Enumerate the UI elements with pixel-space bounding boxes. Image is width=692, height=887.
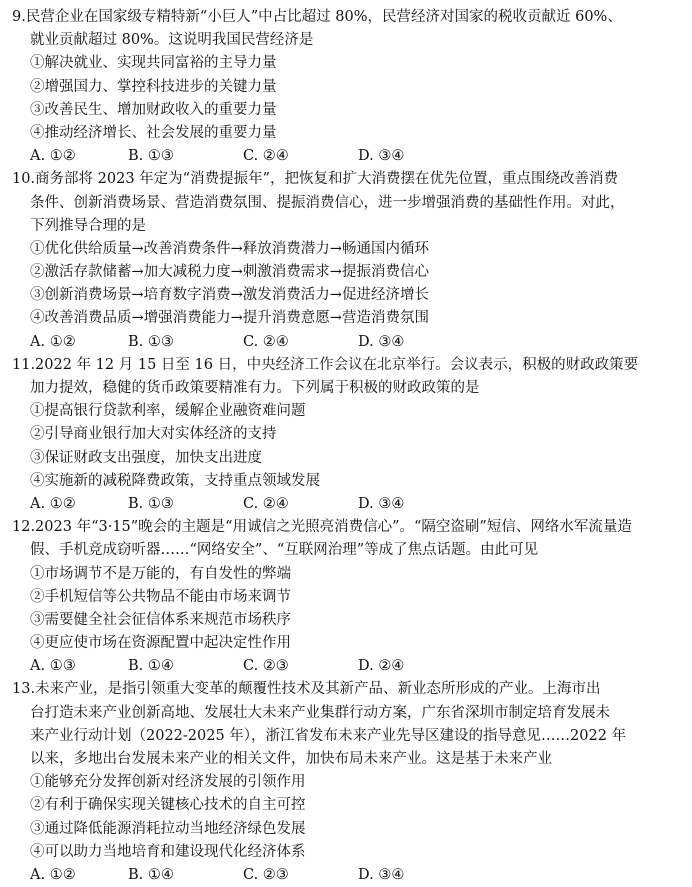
answer-c: C. ②③	[243, 658, 289, 675]
answer-d: D. ③④	[358, 866, 405, 883]
answer-c: C. ②④	[243, 495, 289, 512]
question-11	[12, 354, 682, 516]
answer-c: C. ②③	[243, 866, 289, 883]
question-9	[12, 6, 682, 168]
option-4: ④更应使市场在资源配置中起决定性作用	[30, 635, 291, 652]
option-4: ④推动经济增长、社会发展的重要力量	[30, 124, 277, 141]
answer-choices	[12, 655, 682, 678]
option-2: ②引导商业银行加大对实体经济的支持	[30, 426, 277, 443]
option-2: ②激活存款储蓄→加大减税力度→刺激消费需求→提振消费信心	[30, 264, 429, 281]
question-stem-line: 假、手机竞成窃听器……“网络安全”、“互联网治理”等成了焦点话题。由此可见	[30, 542, 539, 559]
question-stem-line: 条件、创新消费场景、营造消费氛围、提振消费信心，进一步增强消费的基础性作用。对此，	[30, 194, 625, 211]
question-10	[12, 168, 682, 354]
option-1: ①优化供给质量→改善消费条件→释放消费潜力→畅通国内循环	[30, 240, 429, 257]
answer-d: D. ②④	[358, 658, 405, 675]
option-2: ②手机短信等公共物品不能由市场来调节	[30, 588, 291, 605]
answer-choices	[12, 493, 682, 516]
option-3: ③通过降低能源消耗拉动当地经济绿色发展	[30, 820, 306, 837]
option-1: ①解决就业、实现共同富裕的主导力量	[30, 55, 277, 72]
option-3: ③改善民生、增加财政收入的重要力量	[30, 101, 277, 118]
answer-a: A. ①③	[30, 658, 76, 675]
option-4: ④可以助力当地培育和建设现代化经济体系	[30, 843, 306, 860]
answer-c: C. ②④	[243, 333, 289, 350]
answer-d: D. ③④	[358, 495, 405, 512]
option-2: ②增强国力、掌控科技进步的关键力量	[30, 78, 277, 95]
question-stem-line: 加力提效，稳健的货币政策要精准有力。下列属于积极的财政政策的是	[30, 380, 480, 396]
answer-a: A. ①②	[30, 866, 76, 883]
option-2: ②有利于确保实现关键核心技术的自主可控	[30, 797, 306, 814]
answer-b: B. ①③	[128, 333, 174, 350]
option-1: ①市场调节不是万能的，有自发性的弊端	[30, 565, 291, 582]
question-stem-line: 9.民营企业在国家级专精特新“小巨人”中占比超过 80%，民营经济对国家的税收贡献近 60%、	[12, 9, 622, 25]
answer-a: A. ①②	[30, 148, 76, 165]
question-12	[12, 516, 682, 678]
answer-b: B. ①③	[128, 495, 174, 512]
question-stem-line: 12.2023 年“3·15”晚会的主题是“用诚信之光照亮消费信心”。“隔空盗刷”短信、网络水军流量造	[12, 519, 632, 536]
answer-a: A. ①②	[30, 333, 76, 350]
question-stem-line: 就业贡献超过 80%。这说明我国民营经济是	[30, 32, 314, 49]
answer-a: A. ①②	[30, 495, 76, 512]
answer-choices	[12, 331, 682, 354]
answer-b: B. ①④	[128, 866, 174, 883]
question-stem-line: 来产业行动计划（2022-2025 年），浙江省发布未来产业先导区建设的指导意见……2022 年	[30, 727, 627, 744]
answer-b: B. ①④	[128, 658, 174, 675]
answer-b: B. ①③	[128, 148, 174, 165]
option-1: ①提高银行贷款利率，缓解企业融资难问题	[30, 403, 306, 420]
option-4: ④改善消费品质→增强消费能力→提升消费意愿→营造消费氛围	[30, 310, 429, 327]
question-stem-line: 10.商务部将 2023 年定为“消费提振年”，把恢复和扩大消费摆在优先位置，重点围绕改善消费	[12, 171, 619, 188]
question-stem-line: 台打造未来产业创新高地、发展壮大未来产业集群行动方案，广东省深圳市制定培育发展未	[30, 704, 610, 721]
option-3: ③需要健全社会征信体系来规范市场秩序	[30, 611, 291, 628]
answer-d: D. ③④	[358, 148, 405, 165]
option-3: ③保证财政支出强度，加快支出进度	[30, 449, 262, 466]
question-stem-line: 下列推导合理的是	[30, 217, 146, 234]
answer-c: C. ②④	[243, 148, 289, 165]
question-stem-line: 11.2022 年 12 月 15 日至 16 日，中央经济工作会议在北京举行。会议表示，积极的财政政策要	[12, 356, 639, 373]
option-3: ③创新消费场景→培育数字消费→激发消费活力→促进经济增长	[30, 287, 429, 304]
question-stem-line: 13.未来产业，是指引领重大变革的颠覆性技术及其新产品、新业态所形成的产业。上海市出	[12, 681, 601, 698]
answer-choices	[12, 145, 682, 168]
answer-d: D. ③④	[358, 333, 405, 350]
question-stem-line: 以来，多地出台发展未来产业的相关文件，加快布局未来产业。这是基于未来产业	[30, 751, 552, 767]
question-13	[12, 678, 682, 887]
answer-choices	[12, 864, 682, 887]
option-4: ④实施新的减税降费政策，支持重点领域发展	[30, 472, 320, 489]
option-1: ①能够充分发挥创新对经济发展的引领作用	[30, 774, 306, 791]
